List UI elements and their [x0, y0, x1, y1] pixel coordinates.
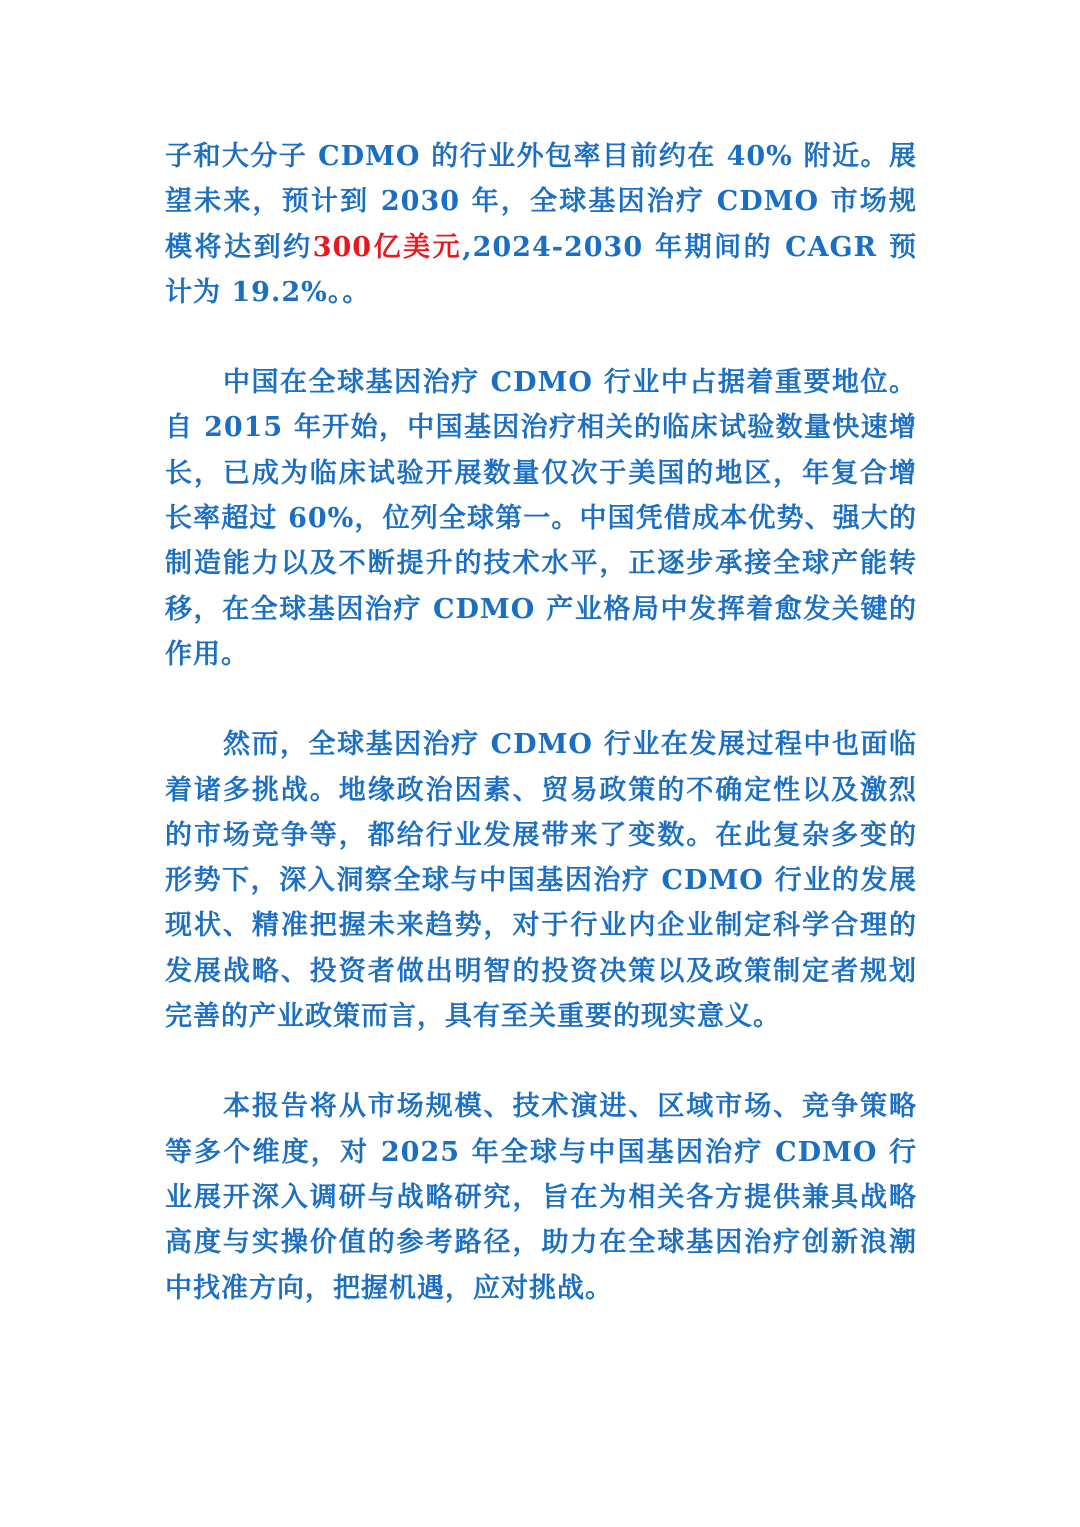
paragraph-market-outlook	[165, 134, 917, 315]
paragraph-text-before-highlight: 子和大分子 CDMO 的行业外包率目前约在 40% 附近。展望未来，预计到 2030 年，全球基因治疗 CDMO 市场规模将达到约	[165, 141, 917, 263]
paragraph-challenges: 然而，全球基因治疗 CDMO 行业在发展过程中也面临着诸多挑战。地缘政治因素、贸易政策的不确定性以及激烈的市场竞争等，都给行业发展带来了变数。在此复杂多变的形势下，深入洞察全球与中国基因治疗 CDMO 行业的发展现状、精准把握未来趋势，对于行业内企业制定科学合理的发展战略、投资者做出明智的投资决策以及政策制定者规划完善的产业政策而言，具有至关重要的现实意义。	[165, 729, 917, 1033]
paragraph-china-position: 中国在全球基因治疗 CDMO 行业中占据着重要地位。自 2015 年开始，中国基因治疗相关的临床试验数量快速增长，已成为临床试验开展数量仅次于美国的地区，年复合增长率超过 60%，位列全球第一。中国凭借成本优势、强大的制造能力以及不断提升的技术水平，正逐步承接全球产能转移，在全球基因治疗 CDMO 产业格局中发挥着愈发关键的作用。	[165, 367, 917, 670]
article-body	[165, 134, 917, 1311]
market-size-highlight: 300亿美元	[312, 231, 463, 263]
paragraph-report-scope: 本报告将从市场规模、技术演进、区域市场、竞争策略等多个维度，对 2025 年全球与中国基因治疗 CDMO 行业展开深入调研与战略研究，旨在为相关各方提供兼具战略高度与实操价值的参考路径，助力在全球基因治疗创新浪潮中找准方向，把握机遇，应对挑战。	[165, 1091, 917, 1304]
paragraph-text-after-highlight: ,2024-2030 年期间的 CAGR 预计为 19.2%。。	[165, 231, 917, 308]
